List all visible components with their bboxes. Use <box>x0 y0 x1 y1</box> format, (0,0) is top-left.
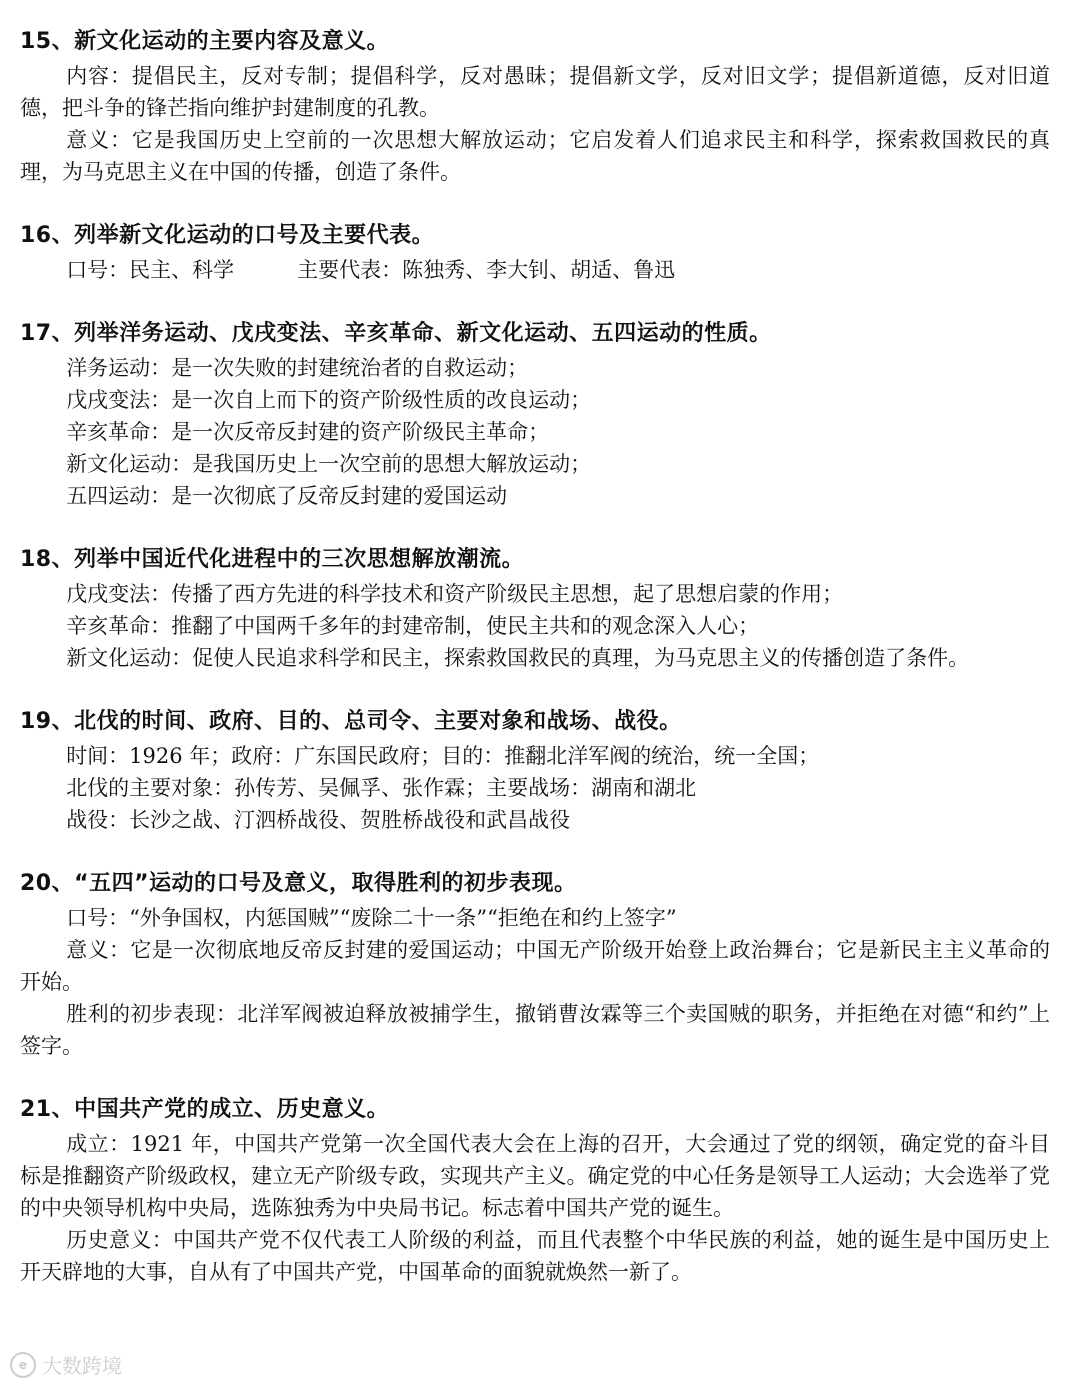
section-17 <box>20 320 1050 512</box>
watermark <box>10 1350 122 1379</box>
section-15 <box>20 28 1050 188</box>
watermark-logo-icon: e <box>10 1352 36 1378</box>
paragraph: 内容：提倡民主，反对专制；提倡科学，反对愚昧；提倡新文学，反对旧文学；提倡新道德，反对旧道德，把斗争的锋芒指向维护封建制度的孔教。 <box>20 64 1050 120</box>
section-16 <box>20 222 1050 286</box>
paragraph: 新文化运动：促使人民追求科学和民主，探索救国救民的真理，为马克思主义的传播创造了条件。 <box>66 646 970 670</box>
paragraph: 意义：它是我国历史上空前的一次思想大解放运动；它启发着人们追求民主和科学，探索救国救民的真理，为马克思主义在中国的传播，创造了条件。 <box>20 128 1050 184</box>
section-heading: 17、列举洋务运动、戊戌变法、辛亥革命、新文化运动、五四运动的性质。 <box>20 321 772 346</box>
section-19 <box>20 708 1050 836</box>
paragraph: 历史意义：中国共产党不仅代表工人阶级的利益，而且代表整个中华民族的利益，她的诞生是中国历史上开天辟地的大事，自从有了中国共产党，中国革命的面貌就焕然一新了。 <box>20 1228 1050 1284</box>
section-18 <box>20 546 1050 674</box>
text-line: 战役：长沙之战、汀泗桥战役、贺胜桥战役和武昌战役 <box>66 808 571 832</box>
text-line: 辛亥革命：推翻了中国两千多年的封建帝制，使民主共和的观念深入人心； <box>66 614 760 638</box>
section-heading: 19、北伐的时间、政府、目的、总司令、主要对象和战场、战役。 <box>20 709 682 734</box>
text-line: 洋务运动：是一次失败的封建统治者的自救运动； <box>66 356 529 380</box>
document-page <box>20 28 1050 1322</box>
text-line: 口号：“外争国权，内惩国贼”“废除二十一条”“拒绝在和约上签字” <box>66 906 677 930</box>
section-heading: 15、新文化运动的主要内容及意义。 <box>20 29 390 54</box>
text-line: 新文化运动：是我国历史上一次空前的思想大解放运动； <box>66 452 592 476</box>
text-line: 时间：1926 年；政府：广东国民政府；目的：推翻北洋军阀的统治，统一全国； <box>66 744 820 768</box>
text-line: 五四运动：是一次彻底了反帝反封建的爱国运动 <box>66 484 508 508</box>
text-line: 戊戌变法：是一次自上而下的资产阶级性质的改良运动； <box>66 388 592 412</box>
section-heading: 21、中国共产党的成立、历史意义。 <box>20 1097 390 1122</box>
section-heading: 18、列举中国近代化进程中的三次思想解放潮流。 <box>20 547 525 572</box>
section-heading: 16、列举新文化运动的口号及主要代表。 <box>20 223 435 248</box>
paragraph: 胜利的初步表现：北洋军阀被迫释放被捕学生，撤销曹汝霖等三个卖国贼的职务，并拒绝在对德“和约”上签字。 <box>20 1002 1050 1058</box>
text-line: 口号：民主、科学 主要代表：陈独秀、李大钊、胡适、鲁迅 <box>66 258 676 282</box>
paragraph: 成立：1921 年，中国共产党第一次全国代表大会在上海的召开，大会通过了党的纲领，确定党的奋斗目标是推翻资产阶级政权，建立无产阶级专政，实现共产主义。确定党的中心任务是领导工人运动；大会选举了党的中央领导机构中央局，选陈独秀为中央局书记。标志着中国共产党的诞生。 <box>20 1132 1050 1220</box>
text-line: 辛亥革命：是一次反帝反封建的资产阶级民主革命； <box>66 420 550 444</box>
section-heading: 20、“五四”运动的口号及意义，取得胜利的初步表现。 <box>20 871 577 896</box>
text-line: 北伐的主要对象：孙传芳、吴佩孚、张作霖；主要战场：湖南和湖北 <box>66 776 697 800</box>
watermark-text: 大数跨境 <box>42 1354 122 1378</box>
paragraph: 意义：它是一次彻底地反帝反封建的爱国运动；中国无产阶级开始登上政治舞台；它是新民主主义革命的开始。 <box>20 938 1050 994</box>
section-21 <box>20 1096 1050 1288</box>
section-20 <box>20 870 1050 1062</box>
text-line: 戊戌变法：传播了西方先进的科学技术和资产阶级民主思想，起了思想启蒙的作用； <box>66 582 844 606</box>
